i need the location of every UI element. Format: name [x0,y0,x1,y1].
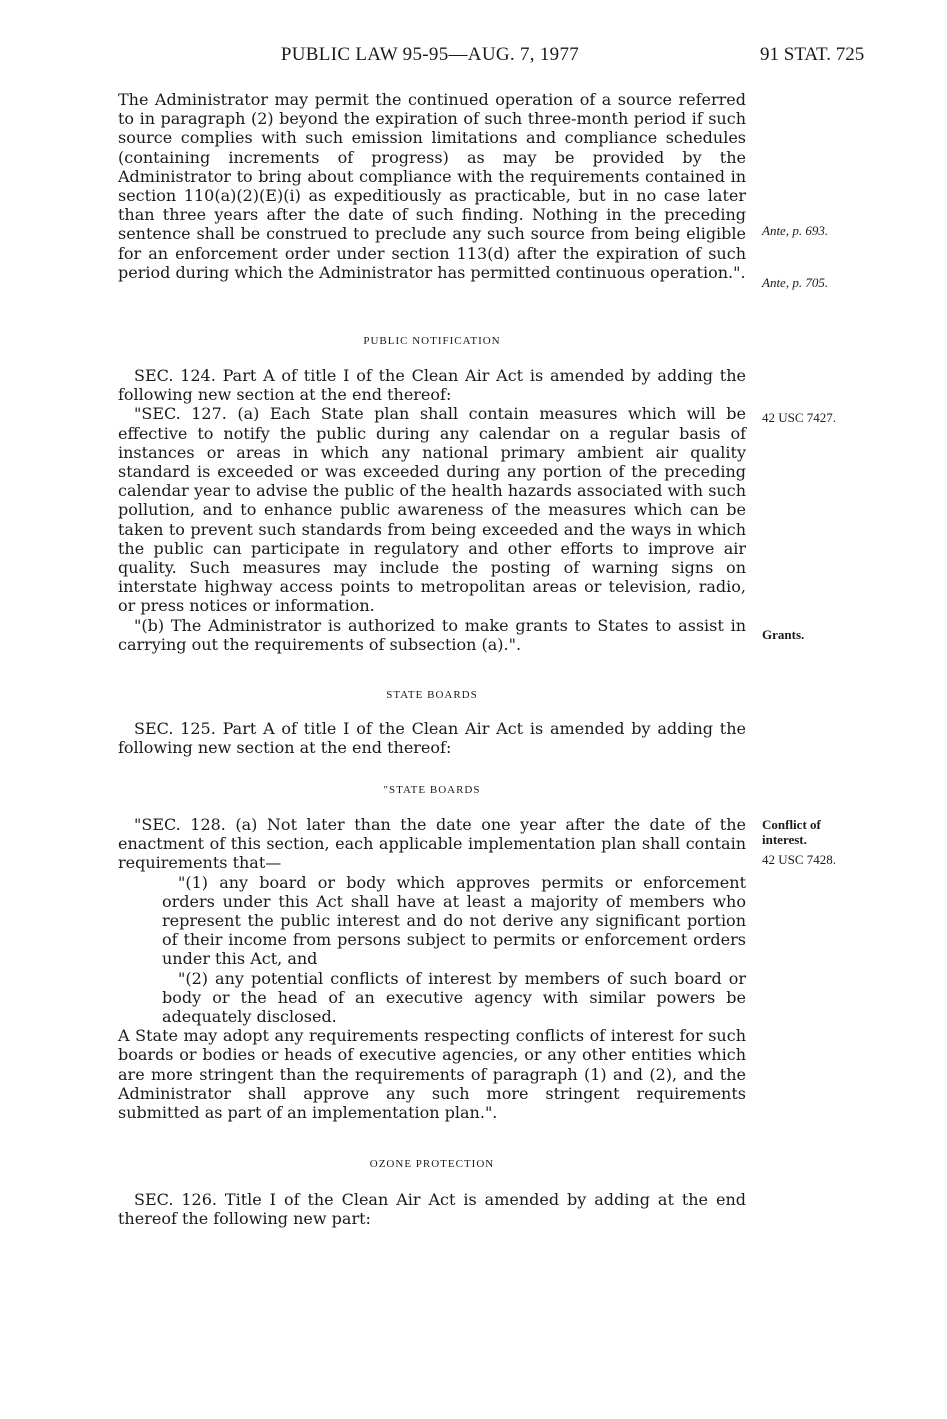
heading-state-boards-quoted: "STATE BOARDS [383,784,481,796]
section-124 [118,366,746,654]
section-126 [118,1190,746,1228]
sec127-b: "(b) The Administrator is authorized to make grants to States to assist in carrying out the requirements of subsection (a).". [118,615,746,654]
sec125-intro: SEC. 125. Part A of title I of the Clean Air Act is amended by adding the following new section at the end thereof: [118,719,746,758]
block-continued-operation [118,90,746,282]
page-header-stat: 91 STAT. 725 [760,44,865,65]
heading-public-notification: PUBLIC NOTIFICATION [363,335,501,347]
section-125-intro [118,719,746,757]
sec128-item-1: "(1) any board or body which approves permits or enforcement orders under this Act shall have at least a majority of members who represent the public interest and do not derive any significant portion of their income from persons subject to permits or enforcement orders under this Act, and [162,872,746,969]
heading-state-boards: STATE BOARDS [386,689,478,701]
sec127-a: "SEC. 127. (a) Each State plan shall contain measures which will be effective to notify the public during any calendar on a regular basis of instances or areas in which any national primary ambient air quality standard is exceeded or was exceeded during any portion of the preceding calendar year to advise the public of the health hazards associated with such pollution, and to enhance public awareness of the measures which can be taken to prevent such standards from being exceeded and the ways in which the public can participate in regulatory and other efforts to improve air quality. Such measures may include the posting of warning signs on interstate highway access points to metropolitan areas or television, radio, or press notices or information. [118,404,746,616]
margin-note-42usc7427: 42 USC 7427. [762,410,837,425]
sec128-closing: A State may adopt any requirements respecting conflicts of interest for such boards or bodies or heads of executive agencies, or any other entities which are more stringent than the requirements of paragraph (1) and (2), and the Administrator shall approve any such more stringent requirements submitted as part of an implementation plan.". [118,1026,746,1123]
sec126-intro: SEC. 126. Title I of the Clean Air Act is amended by adding at the end thereof the following new part: [118,1190,746,1229]
margin-note-grants: Grants. [762,627,805,642]
section-128 [118,815,746,1122]
page-header-title: PUBLIC LAW 95-95—AUG. 7, 1977 [280,44,580,65]
sec124-intro: SEC. 124. Part A of title I of the Clean Air Act is amended by adding the following new section at the end thereof: [118,366,746,405]
margin-note-ante-705: Ante, p. 705. [762,275,829,290]
margin-note-42usc7428: 42 USC 7428. [762,852,837,867]
sec128-item-2: "(2) any potential conflicts of interest by members of such board or body or the head of an executive agency with similar powers be adequately disclosed. [162,968,746,1027]
heading-ozone-protection: OZONE PROTECTION [369,1158,495,1170]
sec128-a: "SEC. 128. (a) Not later than the date one year after the date of the enactment of this section, each applicable implementation plan shall contain requirements that— [118,815,746,873]
margin-note-ante-693: Ante, p. 693. [762,223,829,238]
margin-note-conflict-of-interest: Conflict of interest. [762,817,821,847]
continued-operation-text: The Administrator may permit the continued operation of a source referred to in paragraph (2) beyond the expiration of such three-month period if such source complies with such emission limitations and compliance schedules (containing increments of progress) as may be provided by the Administrator to bring about compliance with the requirements contained in section 110(a)(2)(E)(i) as expeditiously as practicable, but in no case later than three years after the date of such finding. Nothing in the preceding sentence shall be construed to preclude any such source from being eligible for an enforcement order under section 113(d) after the expiration of such period during which the Administrator has permitted continuous operation.". [118,90,746,282]
